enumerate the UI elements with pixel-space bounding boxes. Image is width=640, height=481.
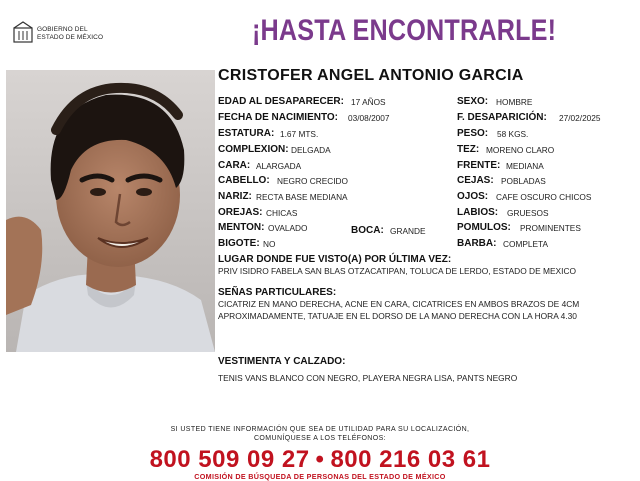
- value-edad: 17 AÑOS: [351, 97, 386, 107]
- contact-note-line1: SI USTED TIENE INFORMACIÓN QUE SEA DE UTILIDAD PARA SU LOCALIZACIÓN,: [170, 426, 470, 433]
- last-seen-title: LUGAR DONDE FUE VISTO(A) POR ÚLTIMA VEZ:: [218, 254, 452, 265]
- marks-text: CICATRIZ EN MANO DERECHA, ACNE EN CARA, CICATRICES EN AMBOS BRAZOS DE 4CM APROXIMADAMENTE, TATUAJE EN EL DORSO DE LA MANO DERECHA CON LA HORA 4.30: [218, 299, 580, 321]
- label-menton: MENTON:: [218, 222, 265, 233]
- label-ojos: OJOS:: [457, 191, 489, 202]
- label-desaparicion: F. DESAPARICIÓN:: [457, 112, 547, 123]
- logo-text: [37, 26, 103, 41]
- value-nariz: RECTA BASE MEDIANA: [256, 192, 348, 202]
- value-menton: OVALADO: [268, 223, 308, 233]
- label-frente: FRENTE:: [457, 160, 501, 171]
- logo-line2: ESTADO DE MÉXICO: [37, 33, 104, 41]
- label-pomulos: POMULOS:: [457, 222, 511, 233]
- clothing-title: VESTIMENTA Y CALZADO:: [218, 356, 346, 367]
- value-tez: MORENO CLARO: [486, 145, 555, 155]
- label-labios: LABIOS:: [457, 207, 499, 218]
- label-bigote: BIGOTE:: [218, 238, 260, 249]
- value-desaparicion: 27/02/2025: [559, 113, 601, 123]
- value-pomulos: PROMINENTES: [520, 223, 581, 233]
- label-barba: BARBA:: [457, 238, 497, 249]
- label-boca: BOCA:: [351, 225, 384, 236]
- label-cejas: CEJAS:: [457, 175, 494, 186]
- phone-2: 800 216 03 61: [330, 446, 491, 473]
- label-cabello: CABELLO:: [218, 175, 270, 186]
- person-name: CRISTOFER ANGEL ANTONIO GARCIA: [218, 67, 524, 84]
- value-cabello: NEGRO CRECIDO: [277, 176, 348, 186]
- state-emblem-icon: [12, 20, 34, 44]
- headline: ¡HASTA ENCONTRARLE!: [252, 14, 557, 47]
- value-sexo: HOMBRE: [496, 97, 533, 107]
- value-estatura: 1.67 MTS.: [280, 129, 319, 139]
- label-cara: CARA:: [218, 160, 251, 171]
- label-orejas: OREJAS:: [218, 207, 263, 218]
- value-frente: MEDIANA: [506, 161, 544, 171]
- label-peso: PESO:: [457, 128, 489, 139]
- government-logo: [12, 18, 122, 48]
- label-sexo: SEXO:: [457, 96, 489, 107]
- phone-separator: •: [315, 446, 325, 473]
- value-peso: 58 KGS.: [497, 129, 529, 139]
- value-orejas: CHICAS: [266, 208, 298, 218]
- last-seen-text: PRIV ISIDRO FABELA SAN BLAS OTZACATIPAN, TOLUCA DE LERDO, ESTADO DE MEXICO: [218, 266, 577, 276]
- value-labios: GRUESOS: [507, 208, 549, 218]
- contact-note-line2: COMUNÍQUESE A LOS TELÉFONOS:: [253, 435, 387, 442]
- clothing-text: TENIS VANS BLANCO CON NEGRO, PLAYERA NEGRA LISA, PANTS NEGRO: [218, 373, 518, 383]
- value-barba: COMPLETA: [503, 239, 549, 249]
- label-nacimiento: FECHA DE NACIMIENTO:: [218, 112, 338, 123]
- logo-line1: GOBIERNO DEL: [37, 26, 88, 33]
- value-boca: GRANDE: [390, 226, 426, 236]
- label-nariz: NARIZ:: [218, 191, 252, 202]
- missing-person-photo: [6, 70, 215, 352]
- value-nacimiento: 03/08/2007: [348, 113, 390, 123]
- commission-name: COMISIÓN DE BÚSQUEDA DE PERSONAS DEL ESTADO DE MÉXICO: [194, 472, 446, 481]
- value-ojos: CAFE OSCURO CHICOS: [496, 192, 592, 202]
- phone-numbers: [0, 446, 640, 474]
- phone-1: 800 509 09 27: [149, 446, 310, 473]
- value-complexion: DELGADA: [291, 145, 331, 155]
- value-cara: ALARGADA: [256, 161, 302, 171]
- label-complexion: COMPLEXION:: [218, 144, 289, 155]
- value-bigote: NO: [263, 239, 276, 249]
- label-tez: TEZ:: [457, 144, 480, 155]
- label-edad: EDAD AL DESAPARECER:: [218, 96, 344, 107]
- marks-title: SEÑAS PARTICULARES:: [218, 287, 337, 298]
- person-portrait-icon: [6, 70, 215, 352]
- value-cejas: POBLADAS: [501, 176, 546, 186]
- label-estatura: ESTATURA:: [218, 128, 275, 139]
